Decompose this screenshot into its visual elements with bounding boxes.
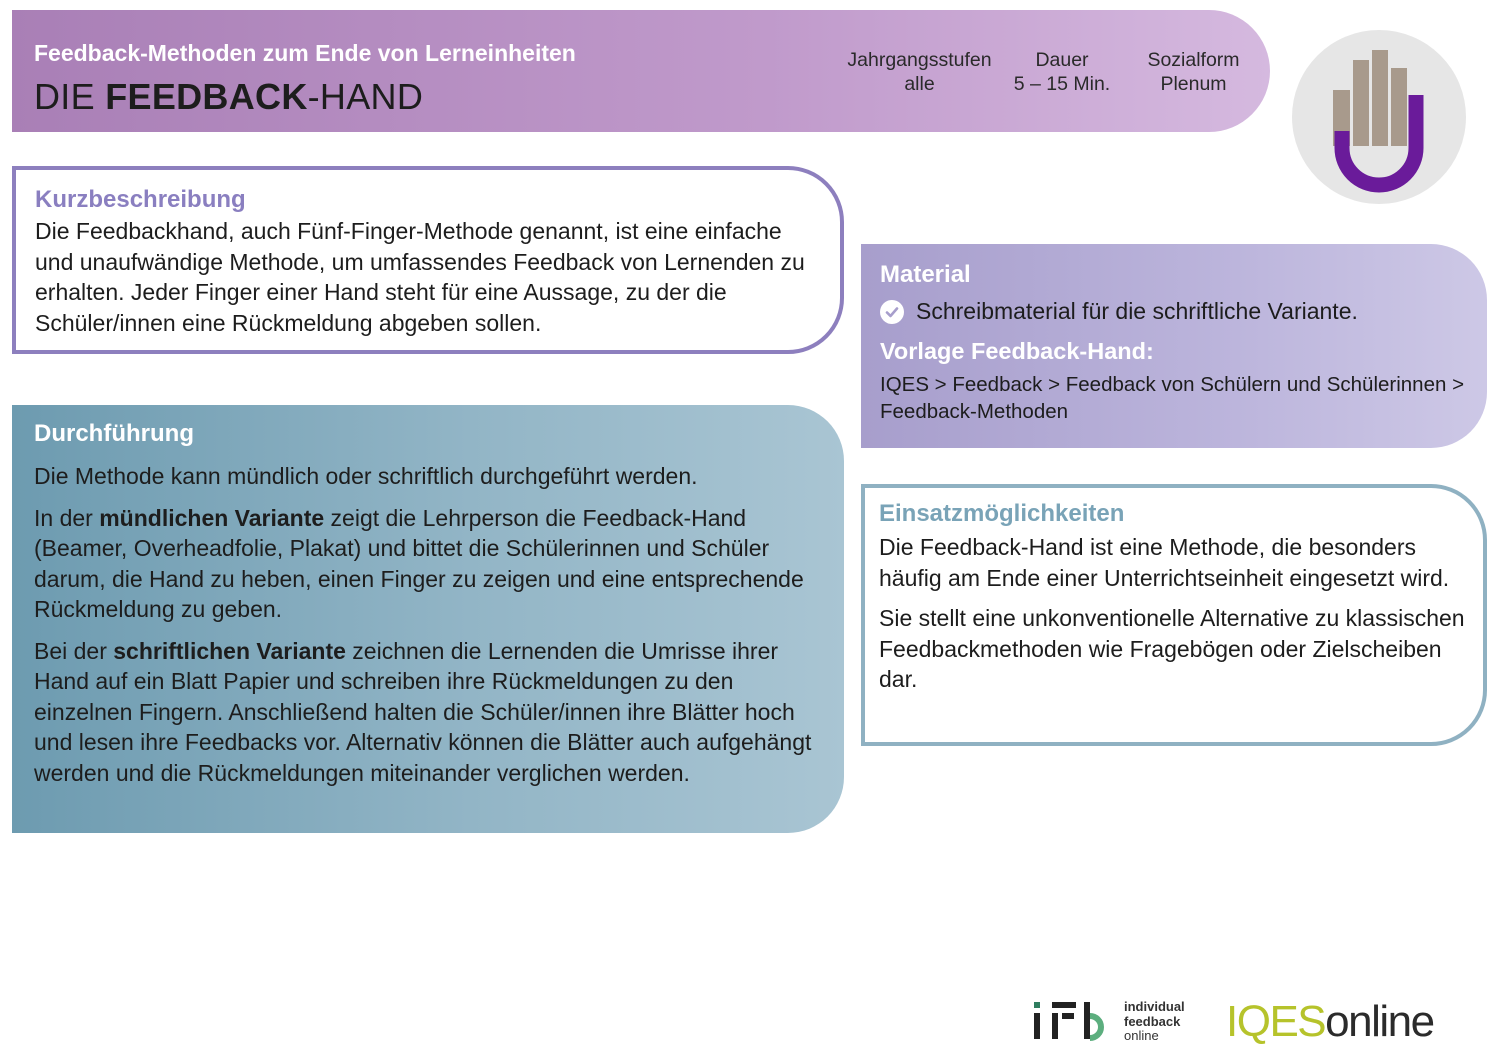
check-icon <box>880 300 904 324</box>
meta-label: Jahrgangsstufen <box>847 49 992 71</box>
durchfuehrung-p3 <box>34 636 826 789</box>
material-item-text: Schreibmaterial für die schriftliche Variante. <box>916 298 1358 324</box>
title-prefix: DIE <box>34 76 106 117</box>
einsatz-p2: Sie stellt eine unkonventionelle Alternative zu klassischen Feedbackmethoden wie Fragebögen oder Zielscheiben dar. <box>879 605 1465 692</box>
kurzbeschreibung-card <box>12 166 844 354</box>
iqes-logo-b: online <box>1325 997 1434 1046</box>
meta-value: alle <box>904 73 935 95</box>
durchfuehrung-p2 <box>34 503 826 625</box>
meta-value: Plenum <box>1160 73 1227 95</box>
einsatzmoeglichkeiten-card <box>861 484 1487 746</box>
meta-label: Sozialform <box>1147 49 1240 71</box>
iqes-online-logo <box>1226 997 1434 1046</box>
p2-post: zeigt die Lehrperson die Feedback-Hand (Beamer, Overheadfolie, Plakat) und bittet die Schülerinnen und Schüler darum, die Hand zu heben, einen Finger zu zeigen und eine entsprechende Rückmeldung zu geben. <box>34 504 804 622</box>
header-banner <box>12 10 1270 132</box>
material-item <box>880 298 1467 325</box>
vorlage-heading: Vorlage Feedback-Hand: <box>880 338 1154 364</box>
p2-bold: mündlichen Variante <box>99 504 325 531</box>
meta-value: 5 – 15 Min. <box>1013 73 1111 95</box>
feedback-hand-logo <box>1292 30 1466 204</box>
ifb-line2: feedback <box>1124 1013 1181 1029</box>
page-title <box>34 76 423 118</box>
kurzbeschreibung-heading: Kurzbeschreibung <box>35 186 246 213</box>
p3-post: zeichnen die Lernenden die Umrisse ihrer Hand auf ein Blatt Papier und schreiben ihre Rückmeldungen zu den einzelnen Fingern. Anschließend halten die Schüler/innen ihre Blätter hoch und lesen ihre Feedbacks vor. Alternativ können die Blätter auch aufgehängt werden und die Rückmeldungen miteinander verglichen werden. <box>34 637 812 786</box>
meta-sozialform <box>1136 48 1251 96</box>
title-bold: FEEDBACK <box>105 76 308 117</box>
iqes-logo-a: IQES <box>1226 997 1326 1046</box>
ifb-line1: individual <box>1124 999 1185 1014</box>
kurzbeschreibung-text: Die Feedbackhand, auch Fünf-Finger-Methode genannt, ist eine einfache und unaufwändige Methode, um umfassendes Feedback von Lernenden zu erhalten. Jeder Finger einer Hand steht für eine Aussage, zu der die Schüler/innen eine Rückmeldung abgeben sollen. <box>35 218 805 336</box>
p3-pre: Bei der <box>34 637 114 664</box>
material-heading: Material <box>880 261 971 288</box>
ifb-text <box>1124 1000 1185 1044</box>
meta-label: Dauer <box>1035 49 1089 71</box>
ifb-line3: online <box>1124 1028 1159 1043</box>
header-subtitle: Feedback-Methoden zum Ende von Lerneinheiten <box>34 40 576 66</box>
durchfuehrung-p1: Die Methode kann mündlich oder schriftlich durchgeführt werden. <box>34 463 698 489</box>
ifb-logo <box>1032 998 1212 1044</box>
hand-icon <box>1292 30 1466 204</box>
title-suffix: -HAND <box>307 76 424 117</box>
material-card <box>861 244 1487 448</box>
meta-dauer <box>1008 48 1116 96</box>
p3-bold: schriftlichen Variante <box>113 637 346 664</box>
ifb-logo-mark <box>1032 998 1118 1044</box>
meta-jahrgangsstufen <box>842 48 997 96</box>
vorlage-path: IQES > Feedback > Feedback von Schülern und Schülerinnen > Feedback-Methoden <box>880 373 1465 423</box>
einsatz-heading: Einsatzmöglichkeiten <box>879 500 1125 527</box>
p2-pre: In der <box>34 504 100 531</box>
einsatz-p1: Die Feedback-Hand ist eine Methode, die besonders häufig am Ende einer Unterrichtseinheit eingesetzt wird. <box>879 534 1450 591</box>
durchfuehrung-card <box>12 405 844 833</box>
durchfuehrung-heading: Durchführung <box>34 420 194 447</box>
